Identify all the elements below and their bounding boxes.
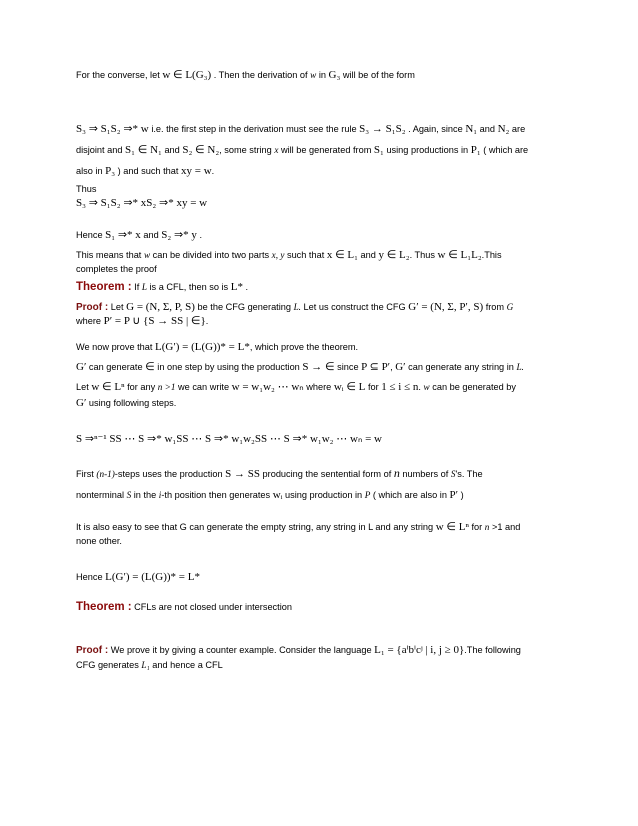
text: are xyxy=(511,124,526,134)
math-var: n xyxy=(484,522,490,532)
text: . xyxy=(199,230,203,240)
math-expression: ∈ xyxy=(145,361,155,373)
math-expression: w = w₁w₂ ⋯ wₙ xyxy=(231,381,304,393)
math-expression: S₃ ⇒ S₁S₂ ⇒* xS₂ ⇒* xy = w xyxy=(76,197,208,209)
text: from xyxy=(485,302,505,312)
text: . xyxy=(205,316,209,326)
text: .The following xyxy=(464,645,521,655)
text-line xyxy=(76,396,566,411)
text: ( which are xyxy=(483,145,529,155)
text: . Thus xyxy=(409,250,435,260)
text: will be generated from xyxy=(280,145,372,155)
text-line xyxy=(76,380,566,395)
text: Let xyxy=(110,302,124,312)
math-expression: y ∈ L₂ xyxy=(378,249,410,261)
text: ( which are also in xyxy=(372,490,447,500)
math-expression: G′ xyxy=(76,397,87,409)
math-var: w xyxy=(310,70,317,80)
text-line xyxy=(76,520,566,535)
text: where xyxy=(306,382,332,392)
text-line xyxy=(76,262,566,277)
text: Hence xyxy=(76,572,103,582)
text: ) and such that xyxy=(117,166,179,176)
text: completes the proof xyxy=(76,264,157,274)
text: can be generated by xyxy=(432,382,517,392)
text: for any xyxy=(127,382,156,392)
math-expression: P′ xyxy=(449,489,459,501)
math-expression: S₂ ∈ N₂ xyxy=(182,144,220,156)
text: for xyxy=(367,382,379,392)
text: in the xyxy=(133,490,157,500)
text: since xyxy=(337,362,359,372)
text: using production in xyxy=(285,490,363,500)
math-expression: wᵢ ∈ L xyxy=(333,381,366,393)
text-line xyxy=(76,534,566,549)
text-line xyxy=(76,488,566,503)
text: >1 and xyxy=(491,522,521,532)
text-line xyxy=(76,300,566,315)
text: This means that xyxy=(76,250,142,260)
math-expression: S₃ ⇒ S₁S₂ ⇒* w xyxy=(76,123,149,135)
text: numbers of xyxy=(402,469,449,479)
math-var: x, y xyxy=(271,250,285,260)
text: Let us construct the CFG xyxy=(303,302,406,312)
text-line xyxy=(76,68,566,83)
text: producing the sentential form of xyxy=(262,469,392,479)
text: using productions in xyxy=(386,145,469,155)
math-var: x xyxy=(274,145,279,155)
math-expression: w ∈ L(G₃) xyxy=(162,69,212,81)
proof-label: Proof : xyxy=(76,645,109,656)
text: in one step by using the production xyxy=(157,362,300,372)
math-expression: w ∈ Lⁿ xyxy=(435,521,469,533)
text: 's. The xyxy=(455,469,483,479)
theorem-label: Theorem : xyxy=(76,601,132,613)
math-expression: G′ xyxy=(395,361,406,373)
math-expression: x ∈ L₁ xyxy=(326,249,358,261)
text: -steps uses the production xyxy=(114,469,223,479)
text: CFLs are not closed under intersection xyxy=(134,602,292,612)
math-expression: N₂ xyxy=(497,123,510,135)
text-line xyxy=(76,228,566,243)
text: where xyxy=(76,316,102,326)
math-expression: xy = w xyxy=(180,165,212,177)
math-expression: L(G′) = (L(G))* = L* xyxy=(105,571,200,583)
text: is a CFL, then so is xyxy=(149,282,229,292)
math-var: L₁ xyxy=(141,660,150,670)
math-var: P xyxy=(364,490,371,500)
math-expression: S₁ ∈ N₁ xyxy=(125,144,162,156)
theorem-heading xyxy=(76,600,566,615)
text: We prove it by giving a counter example. Consider the language xyxy=(110,645,372,655)
text: such that xyxy=(286,250,325,260)
math-expression: P ⊆ P′ xyxy=(361,361,391,373)
text: for xyxy=(471,522,483,532)
text-line xyxy=(76,340,566,355)
text: nonterminal xyxy=(76,490,125,500)
text: be the CFG generating xyxy=(197,302,291,312)
math-expression: S₁ xyxy=(373,144,384,156)
text: and xyxy=(360,250,376,260)
text-line xyxy=(76,314,566,329)
math-expression: P₁ xyxy=(470,144,481,156)
text: CFG generates xyxy=(76,660,139,670)
text: , some string xyxy=(219,145,272,155)
text-line xyxy=(76,570,566,585)
text-line xyxy=(76,360,566,375)
text: and xyxy=(143,230,159,240)
text: . xyxy=(211,166,215,176)
text: It is also easy to see that G can generate the empty string, any string in L and any string xyxy=(76,522,434,532)
text: Hence xyxy=(76,230,103,240)
text: -th position then generates xyxy=(161,490,271,500)
text-line xyxy=(76,164,566,179)
text: We now prove that xyxy=(76,342,153,352)
text: and xyxy=(164,145,180,155)
math-var: w xyxy=(143,250,151,260)
math-var: w xyxy=(423,382,430,392)
text: can generate any string in xyxy=(408,362,514,372)
proof-label: Proof : xyxy=(76,302,109,313)
math-expression: S₃ → S₁S₂ xyxy=(359,123,406,135)
text-line xyxy=(76,643,566,658)
math-expression: G′ xyxy=(76,361,87,373)
text: If xyxy=(134,282,140,292)
text: will be of the form xyxy=(342,70,415,80)
math-expression: S₁ ⇒* x xyxy=(105,229,141,241)
math-expression: G′ = (N, Σ, P′, S) xyxy=(408,301,484,313)
math-var: n >1 xyxy=(157,382,176,392)
text: can generate xyxy=(88,362,143,372)
math-expression: G₃ xyxy=(328,69,341,81)
math-expression: P₃ xyxy=(105,165,116,177)
math-expression: w ∈ Lⁿ xyxy=(91,381,125,393)
math-expression: 1 ≤ i ≤ n xyxy=(381,381,419,393)
math-var: G xyxy=(506,302,514,312)
math-expression: N₁ xyxy=(465,123,478,135)
text: , xyxy=(390,362,393,372)
text-line xyxy=(76,658,566,673)
text: . Then the derivation of xyxy=(213,70,308,80)
math-expression: wᵢ xyxy=(272,489,283,501)
math-expression: S → SS xyxy=(225,468,260,480)
math-expression: G = (N, Σ, P, S) xyxy=(126,301,195,313)
text: , which prove the theorem. xyxy=(249,342,359,352)
text: First xyxy=(76,469,94,479)
math-var: L xyxy=(141,282,147,292)
text: and xyxy=(479,124,495,134)
math-line xyxy=(76,432,566,447)
math-var: L. xyxy=(516,362,524,372)
text-line xyxy=(76,122,566,137)
math-expression: L₁ = {aⁱbⁱcʲ | i, j ≥ 0} xyxy=(374,644,465,656)
theorem-heading xyxy=(76,280,566,295)
text: using following steps. xyxy=(88,398,177,408)
text: we can write xyxy=(178,382,230,392)
text: Thus xyxy=(76,184,97,194)
text: can be divided into two parts xyxy=(152,250,270,260)
math-line xyxy=(76,196,566,211)
text: and hence a CFL xyxy=(152,660,223,670)
math-var: S xyxy=(450,469,456,479)
text-line xyxy=(76,248,566,263)
math-expression: L(G′) = (L(G))* = L* xyxy=(155,341,250,353)
derivation-expression: S ⇒ⁿ⁻¹ SS ⋯ S ⇒* w₁SS ⋯ S ⇒* w₁w₂SS ⋯ S ⇒* w₁w₂ ⋯ wₙ = w xyxy=(76,433,382,445)
text: . xyxy=(418,382,421,392)
math-var: (n-1) xyxy=(96,469,115,479)
math-expression: w ∈ L₁L₂ xyxy=(437,249,482,261)
math-expression: S → ∈ xyxy=(302,361,335,373)
text: in xyxy=(318,70,326,80)
text: ) xyxy=(460,490,464,500)
math-expression: P′ = P ∪ {S → SS | ∈} xyxy=(103,315,206,327)
math-var: i xyxy=(158,490,162,500)
text: . xyxy=(245,282,249,292)
text-line xyxy=(76,182,566,197)
text: For the converse, let xyxy=(76,70,160,80)
math-expression: L* xyxy=(230,281,243,293)
theorem-label: Theorem : xyxy=(76,281,132,293)
math-var: L. xyxy=(293,302,301,312)
text: disjoint and xyxy=(76,145,123,155)
text: also in xyxy=(76,166,103,176)
math-var: S xyxy=(126,490,132,500)
text: none other. xyxy=(76,536,122,546)
text: . Again, since xyxy=(408,124,463,134)
math-var: n xyxy=(393,466,400,480)
text-line xyxy=(76,143,566,158)
math-expression: S₂ ⇒* y xyxy=(161,229,197,241)
text: Let xyxy=(76,382,89,392)
text: .This xyxy=(481,250,502,260)
text: i.e. the first step in the derivation must see the rule xyxy=(151,124,357,134)
text-line xyxy=(76,466,566,482)
